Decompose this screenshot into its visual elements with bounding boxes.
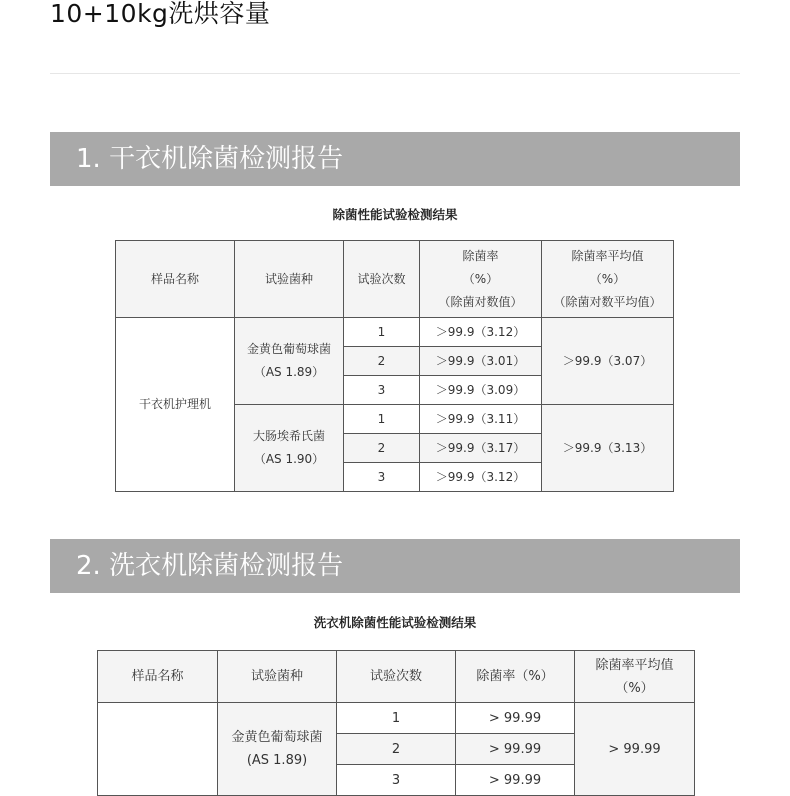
strain-name: 大肠埃希氏菌 [252,429,325,443]
header-rate [420,241,542,318]
trial-cell: 2 [337,734,456,765]
header-strain: 试验菌种 [235,241,344,318]
header-sample: 样品名称 [116,241,235,318]
rate-cell: ＞99.9（3.11） [420,405,542,434]
header-avg-line: （除菌对数平均值） [553,294,662,309]
header-avg [542,241,674,318]
trial-cell: 3 [337,765,456,796]
trial-cell: 1 [344,318,420,347]
trial-cell: 2 [344,347,420,376]
sample-name-cell [98,703,218,796]
page-title: 10+10kg洗烘容量 [50,0,271,28]
strain-code: (AS 1.89) [246,753,308,768]
strain-code: （AS 1.90） [253,452,325,466]
strain-name: 金黄色葡萄球菌 [231,730,323,745]
header-rate-line: （%） [462,271,499,286]
header-avg-line: （%） [589,271,626,286]
table-row [98,703,695,734]
avg-cell: > 99.99 [575,703,695,796]
rate-cell: ＞99.9（3.09） [420,376,542,405]
table-caption-washer: 洗衣机除菌性能试验检测结果 [313,615,477,630]
header-sample: 样品名称 [98,651,218,703]
trial-cell: 3 [344,463,420,492]
header-avg-line: （%） [615,680,654,696]
strain-name: 金黄色葡萄球菌 [246,342,331,356]
rate-cell: ＞99.9（3.01） [420,347,542,376]
trial-cell: 1 [337,703,456,734]
header-rate-line: （除菌对数值） [438,294,523,309]
washer-sterilization-table [97,650,695,796]
header-strain: 试验菌种 [218,651,337,703]
rate-cell: ＞99.9（3.12） [420,463,542,492]
strain-cell [235,405,344,492]
sample-name-cell: 干衣机护理机 [116,318,235,492]
rate-cell: ＞99.9（3.12） [420,318,542,347]
trial-cell: 2 [344,434,420,463]
header-count: 试验次数 [337,651,456,703]
trial-cell: 1 [344,405,420,434]
section-heading-dryer: 1. 干衣机除菌检测报告 [50,132,740,186]
rate-cell: ＞99.9（3.17） [420,434,542,463]
table-row [116,318,674,347]
header-rate-line: 除菌率 [462,248,499,263]
rate-cell: > 99.99 [456,765,575,796]
strain-cell [235,318,344,405]
dryer-sterilization-table [115,240,674,492]
avg-cell: ＞99.9（3.07） [542,318,674,405]
strain-cell [218,703,337,796]
trial-cell: 3 [344,376,420,405]
strain-code: （AS 1.89） [253,365,325,379]
table-caption-dryer: 除菌性能试验检测结果 [332,207,458,222]
header-avg-line: 除菌率平均值 [595,657,674,673]
rate-cell: > 99.99 [456,703,575,734]
header-avg [575,651,695,703]
header-avg-line: 除菌率平均值 [571,248,644,263]
rate-cell: > 99.99 [456,734,575,765]
divider [50,73,740,74]
header-rate: 除菌率（%） [456,651,575,703]
section-heading-washer: 2. 洗衣机除菌检测报告 [50,539,740,593]
header-count: 试验次数 [344,241,420,318]
avg-cell: ＞99.9（3.13） [542,405,674,492]
